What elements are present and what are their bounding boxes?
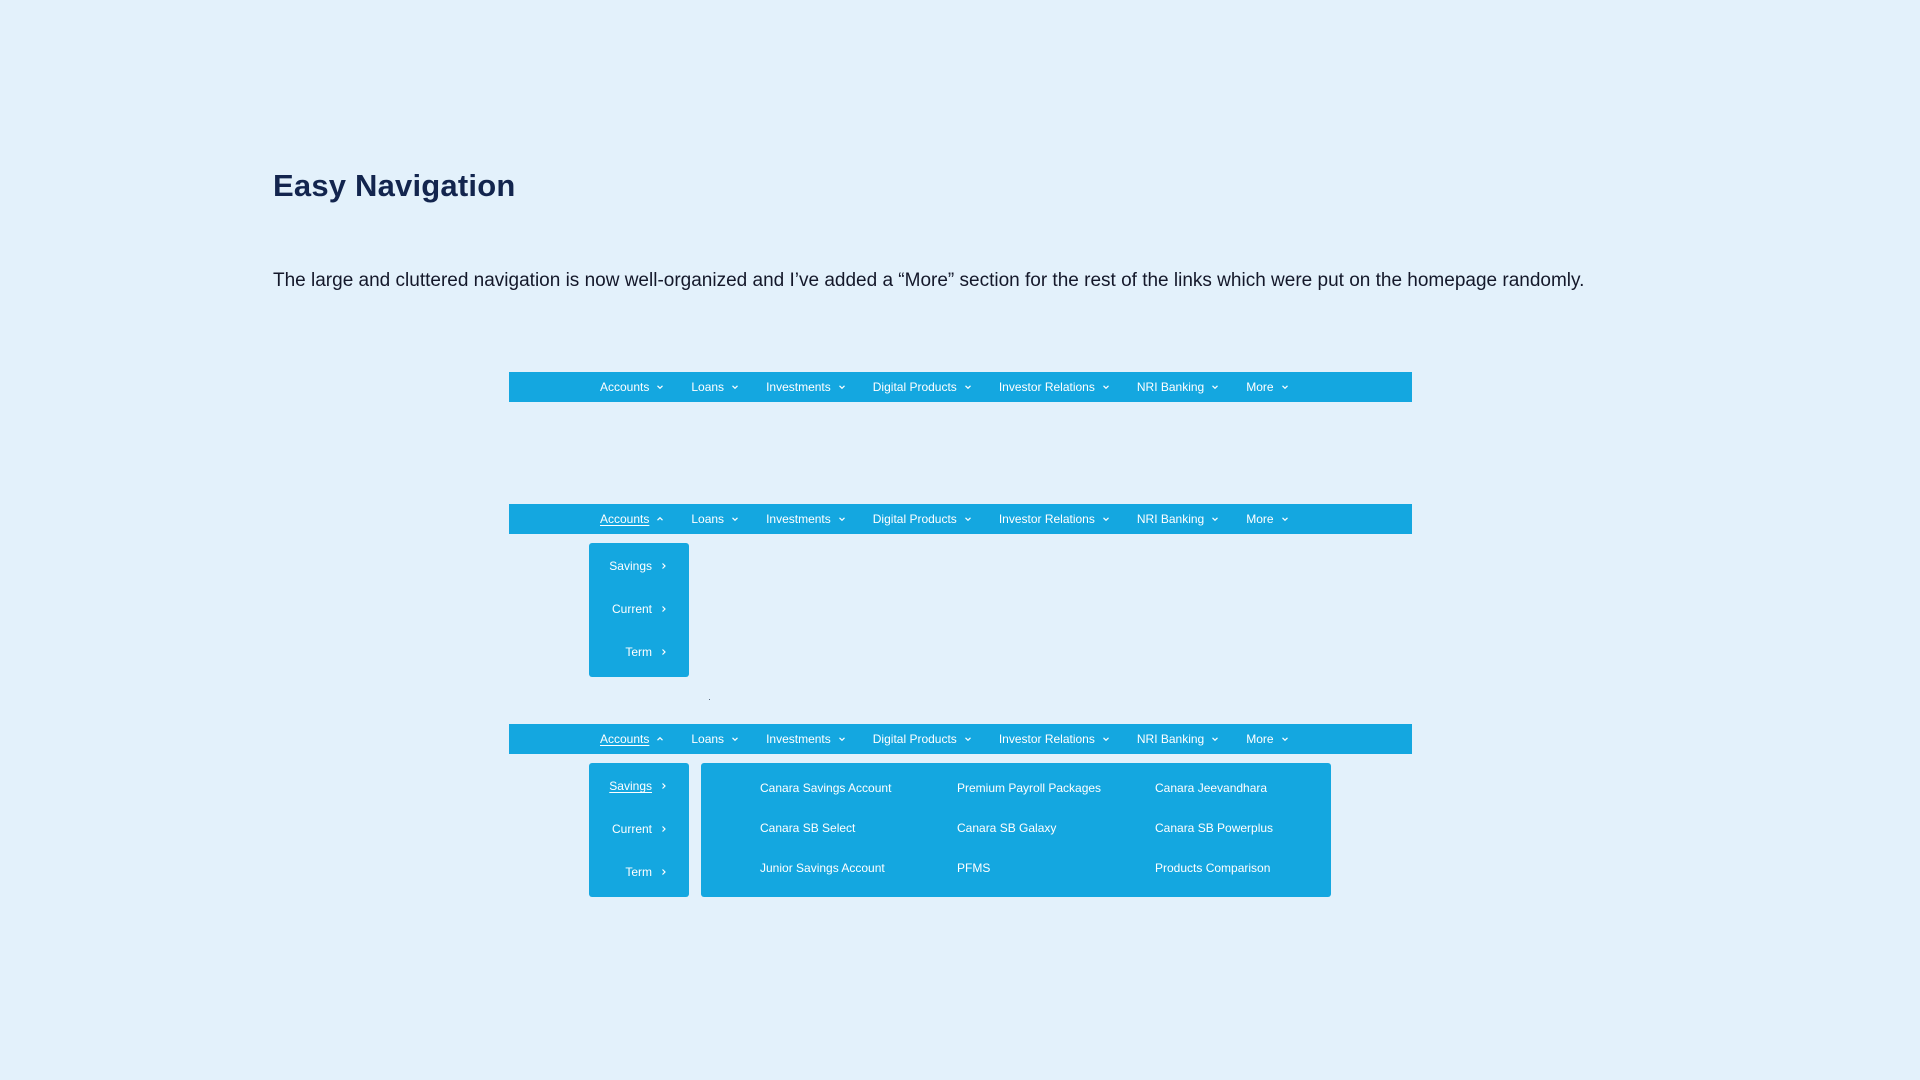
chevron-right-icon [661, 562, 667, 570]
nav-item-nri-banking[interactable] [1137, 732, 1219, 746]
nav-item-label: Investor Relations [998, 732, 1095, 746]
nav-item-loans[interactable] [691, 512, 739, 526]
nav-item-investor-relations[interactable] [999, 512, 1110, 526]
chevron-right-icon [661, 868, 667, 876]
chevron-down-icon [1211, 383, 1219, 391]
link-canara-jeevandhara[interactable]: Canara Jeevandhara [1155, 781, 1268, 795]
nav-item-digital-products[interactable] [873, 512, 972, 526]
nav-item-label: Investor Relations [998, 380, 1095, 394]
chevron-down-icon [964, 515, 972, 523]
nav-item-label: More [1246, 732, 1274, 746]
submenu-item-label: Current [611, 822, 652, 836]
chevron-down-icon [1102, 383, 1110, 391]
chevron-down-icon [1102, 515, 1110, 523]
chevron-down-icon [838, 735, 846, 743]
nav-item-label: Investments [766, 380, 831, 394]
chevron-down-icon [1211, 735, 1219, 743]
link-canara-sb-galaxy[interactable]: Canara SB Galaxy [957, 821, 1057, 835]
nav-item-label: Loans [691, 732, 725, 746]
nav-item-more[interactable] [1246, 512, 1288, 526]
link-premium-payroll-packages[interactable]: Premium Payroll Packages [957, 781, 1102, 795]
chevron-right-icon [661, 648, 667, 656]
nav-item-label: Loans [691, 380, 725, 394]
nav-item-label: Investments [766, 512, 831, 526]
savings-mega-menu [701, 763, 1331, 897]
nav-item-accounts[interactable] [600, 380, 664, 394]
nav-item-label: NRI Banking [1136, 512, 1205, 526]
submenu-item-label: Current [611, 602, 652, 616]
chevron-down-icon [1211, 515, 1219, 523]
nav-item-label: Accounts [600, 380, 650, 394]
nav-item-label: Digital Products [872, 380, 957, 394]
submenu-item-label: Savings [609, 559, 652, 573]
nav-item-label: Digital Products [872, 732, 957, 746]
chevron-down-icon [838, 383, 846, 391]
link-canara-savings-account[interactable]: Canara Savings Account [760, 781, 892, 795]
nav-item-label: More [1246, 380, 1274, 394]
submenu-item-savings[interactable] [609, 779, 667, 793]
chevron-down-icon [731, 515, 739, 523]
submenu-item-term[interactable] [625, 645, 667, 659]
chevron-up-icon [656, 735, 664, 743]
chevron-down-icon [1281, 383, 1289, 391]
nav-item-loans[interactable] [691, 380, 739, 394]
nav-item-label: NRI Banking [1136, 380, 1205, 394]
nav-item-investments[interactable] [766, 732, 846, 746]
accounts-submenu [589, 543, 689, 677]
nav-item-loans[interactable] [691, 732, 739, 746]
chevron-down-icon [1281, 515, 1289, 523]
chevron-right-icon [661, 825, 667, 833]
submenu-item-savings[interactable] [609, 559, 667, 573]
submenu-item-term[interactable] [625, 865, 667, 879]
nav-item-label: Loans [691, 512, 725, 526]
chevron-down-icon [964, 735, 972, 743]
link-junior-savings-account[interactable]: Junior Savings Account [760, 861, 885, 875]
chevron-down-icon [964, 383, 972, 391]
nav-item-nri-banking[interactable] [1137, 380, 1219, 394]
nav-items [600, 504, 1316, 534]
chevron-down-icon [731, 383, 739, 391]
chevron-right-icon [661, 782, 667, 790]
nav-item-label: Investments [766, 732, 831, 746]
chevron-right-icon [661, 605, 667, 613]
nav-item-investor-relations[interactable] [999, 380, 1110, 394]
nav-bar-closed [509, 372, 1412, 402]
nav-item-digital-products[interactable] [873, 732, 972, 746]
submenu-item-label: Savings [609, 779, 652, 793]
submenu-item-label: Term [625, 865, 652, 879]
link-canara-sb-powerplus[interactable]: Canara SB Powerplus [1155, 821, 1274, 835]
nav-item-more[interactable] [1246, 380, 1288, 394]
link-pfms[interactable]: PFMS [957, 861, 991, 875]
nav-item-digital-products[interactable] [873, 380, 972, 394]
nav-item-more[interactable] [1246, 732, 1288, 746]
submenu-item-current[interactable] [612, 822, 667, 836]
chevron-down-icon [656, 383, 664, 391]
nav-item-label: NRI Banking [1136, 732, 1205, 746]
nav-item-investments[interactable] [766, 380, 846, 394]
submenu-item-current[interactable] [612, 602, 667, 616]
nav-item-label: More [1246, 512, 1274, 526]
chevron-down-icon [838, 515, 846, 523]
nav-item-label: Investor Relations [998, 512, 1095, 526]
link-canara-sb-select[interactable]: Canara SB Select [760, 821, 856, 835]
nav-item-accounts[interactable] [600, 732, 664, 746]
page-description: The large and cluttered navigation is now well-organized and I’ve added a “More” section for the rest of the links which were put on the homepage randomly. [273, 270, 1585, 291]
nav-item-label: Digital Products [872, 512, 957, 526]
nav-item-accounts[interactable] [600, 512, 664, 526]
chevron-up-icon [656, 515, 664, 523]
chevron-down-icon [1102, 735, 1110, 743]
nav-items [600, 724, 1316, 754]
stray-dot [709, 699, 710, 700]
nav-item-label: Accounts [600, 512, 650, 526]
nav-item-investments[interactable] [766, 512, 846, 526]
page-title: Easy Navigation [273, 168, 516, 203]
nav-item-investor-relations[interactable] [999, 732, 1110, 746]
nav-bar-savings-open [509, 724, 1412, 754]
nav-item-nri-banking[interactable] [1137, 512, 1219, 526]
link-products-comparison[interactable]: Products Comparison [1155, 861, 1271, 875]
submenu-item-label: Term [625, 645, 652, 659]
chevron-down-icon [1281, 735, 1289, 743]
nav-bar-accounts-open [509, 504, 1412, 534]
accounts-submenu [589, 763, 689, 897]
nav-item-label: Accounts [600, 732, 650, 746]
chevron-down-icon [731, 735, 739, 743]
nav-items [600, 372, 1316, 402]
